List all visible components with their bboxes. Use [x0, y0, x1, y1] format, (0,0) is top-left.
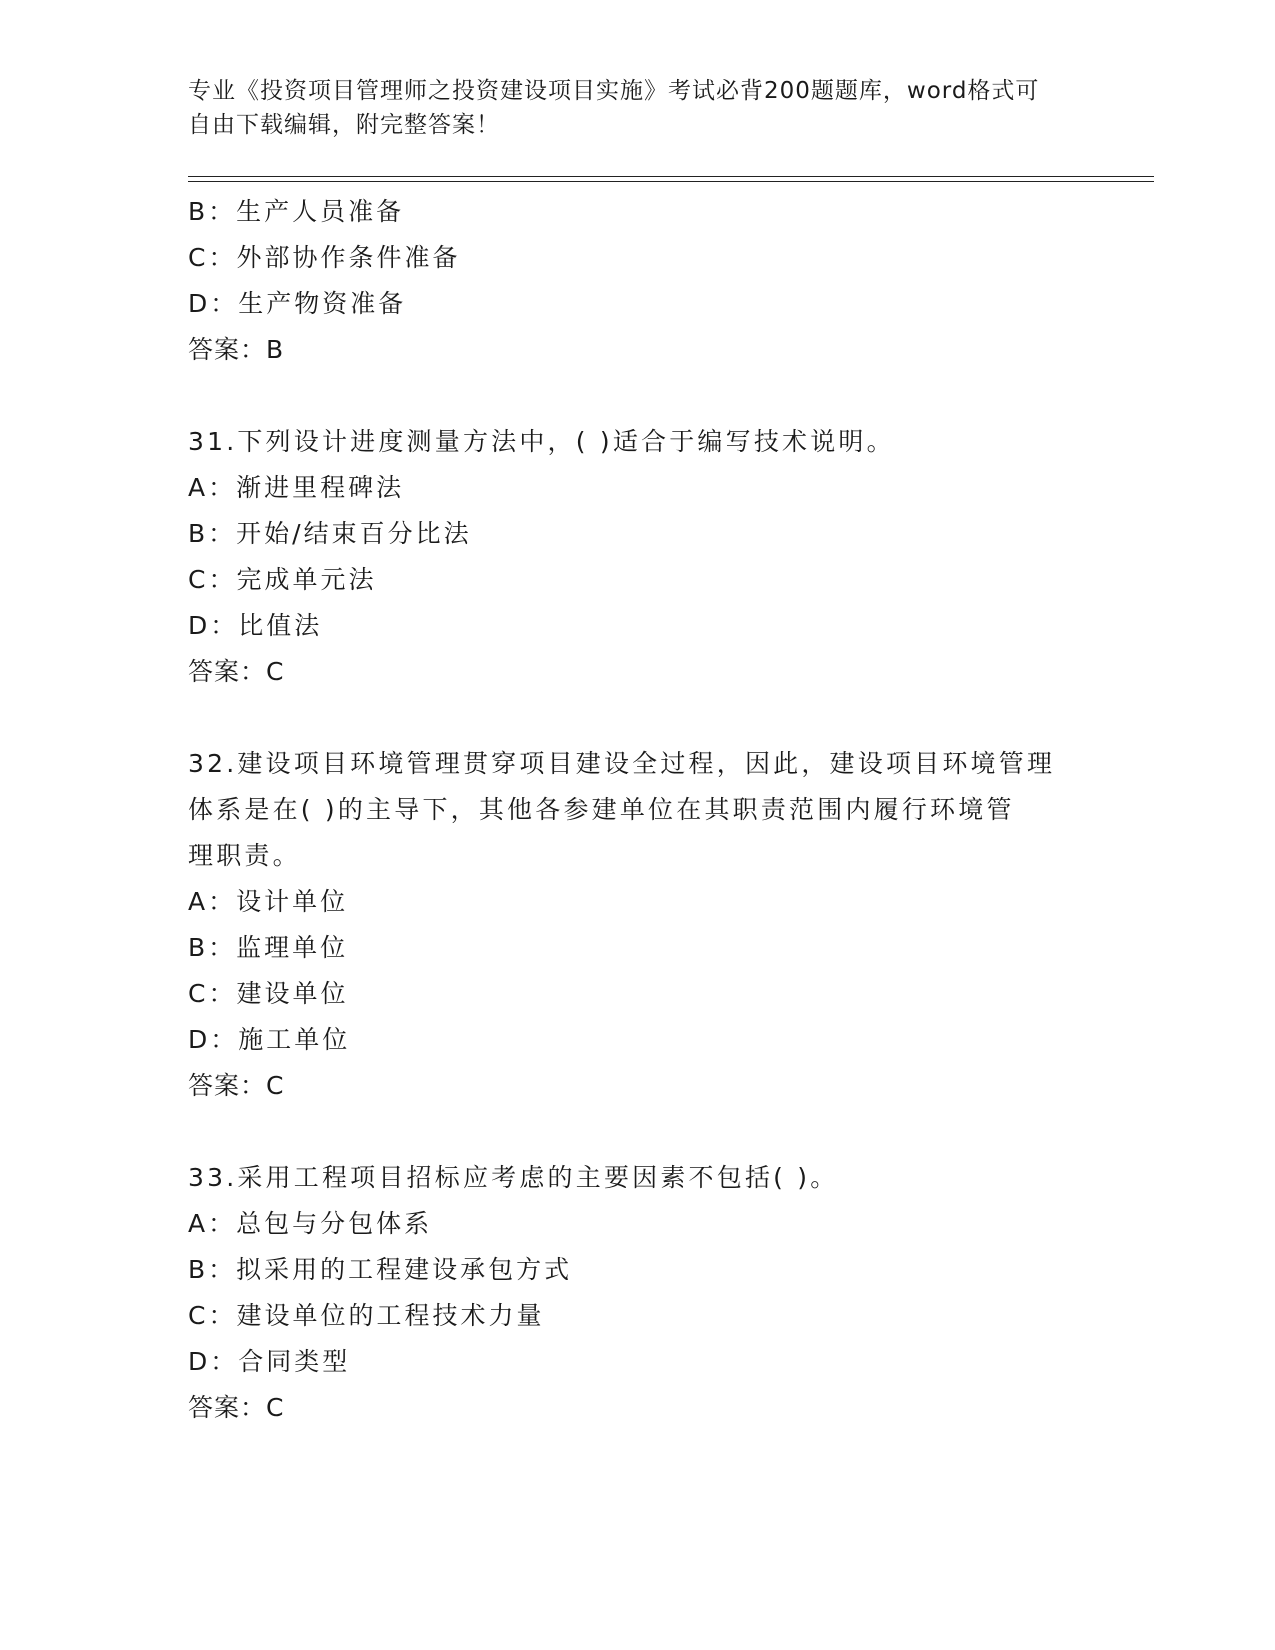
- option-b: B：生产人员准备: [188, 197, 405, 226]
- option-d: D：施工单位: [188, 1025, 351, 1054]
- option-b: B：开始/结束百分比法: [188, 519, 472, 548]
- option-a: A：总包与分包体系: [188, 1209, 433, 1238]
- spacer: [188, 695, 1088, 741]
- previous-question-block: [188, 189, 1088, 373]
- answer-line: 答案：C: [188, 657, 285, 686]
- option-c: C：建设单位的工程技术力量: [188, 1301, 545, 1330]
- header-divider-top: [188, 176, 1154, 177]
- question-stem: 33.采用工程项目招标应考虑的主要因素不包括( )。: [188, 1163, 839, 1192]
- option-a: A：设计单位: [188, 887, 349, 916]
- question-32: [188, 741, 1088, 1109]
- spacer: [188, 1109, 1088, 1155]
- option-b: B：监理单位: [188, 933, 349, 962]
- answer-line: 答案：C: [188, 1393, 285, 1422]
- option-c: C：完成单元法: [188, 565, 377, 594]
- option-d: D：生产物资准备: [188, 289, 407, 318]
- question-stem: 31.下列设计进度测量方法中，( )适合于编写技术说明。: [188, 427, 895, 456]
- header-divider-bottom: [188, 181, 1154, 182]
- question-stem-line-3: 理职责。: [188, 841, 301, 870]
- option-c: C：外部协作条件准备: [188, 243, 461, 272]
- option-c: C：建设单位: [188, 979, 349, 1008]
- option-d: D：合同类型: [188, 1347, 351, 1376]
- header-line-1: 专业《投资项目管理师之投资建设项目实施》考试必背200题题库，word格式可: [188, 78, 1040, 104]
- option-d: D：比值法: [188, 611, 323, 640]
- question-stem-line-2: 体系是在( )的主导下，其他各参建单位在其职责范围内履行环境管: [188, 795, 1015, 824]
- question-stem-line-1: 32.建设项目环境管理贯穿项目建设全过程，因此，建设项目环境管理: [188, 749, 1056, 778]
- document-header: [188, 74, 1068, 142]
- header-line-2: 自由下载编辑，附完整答案！: [188, 112, 500, 138]
- option-a: A：渐进里程碑法: [188, 473, 405, 502]
- question-31: [188, 419, 1088, 695]
- question-list: [188, 189, 1088, 1431]
- question-33: [188, 1155, 1088, 1431]
- answer-line: 答案：B: [188, 335, 285, 364]
- option-b: B：拟采用的工程建设承包方式: [188, 1255, 573, 1284]
- spacer: [188, 373, 1088, 419]
- answer-line: 答案：C: [188, 1071, 285, 1100]
